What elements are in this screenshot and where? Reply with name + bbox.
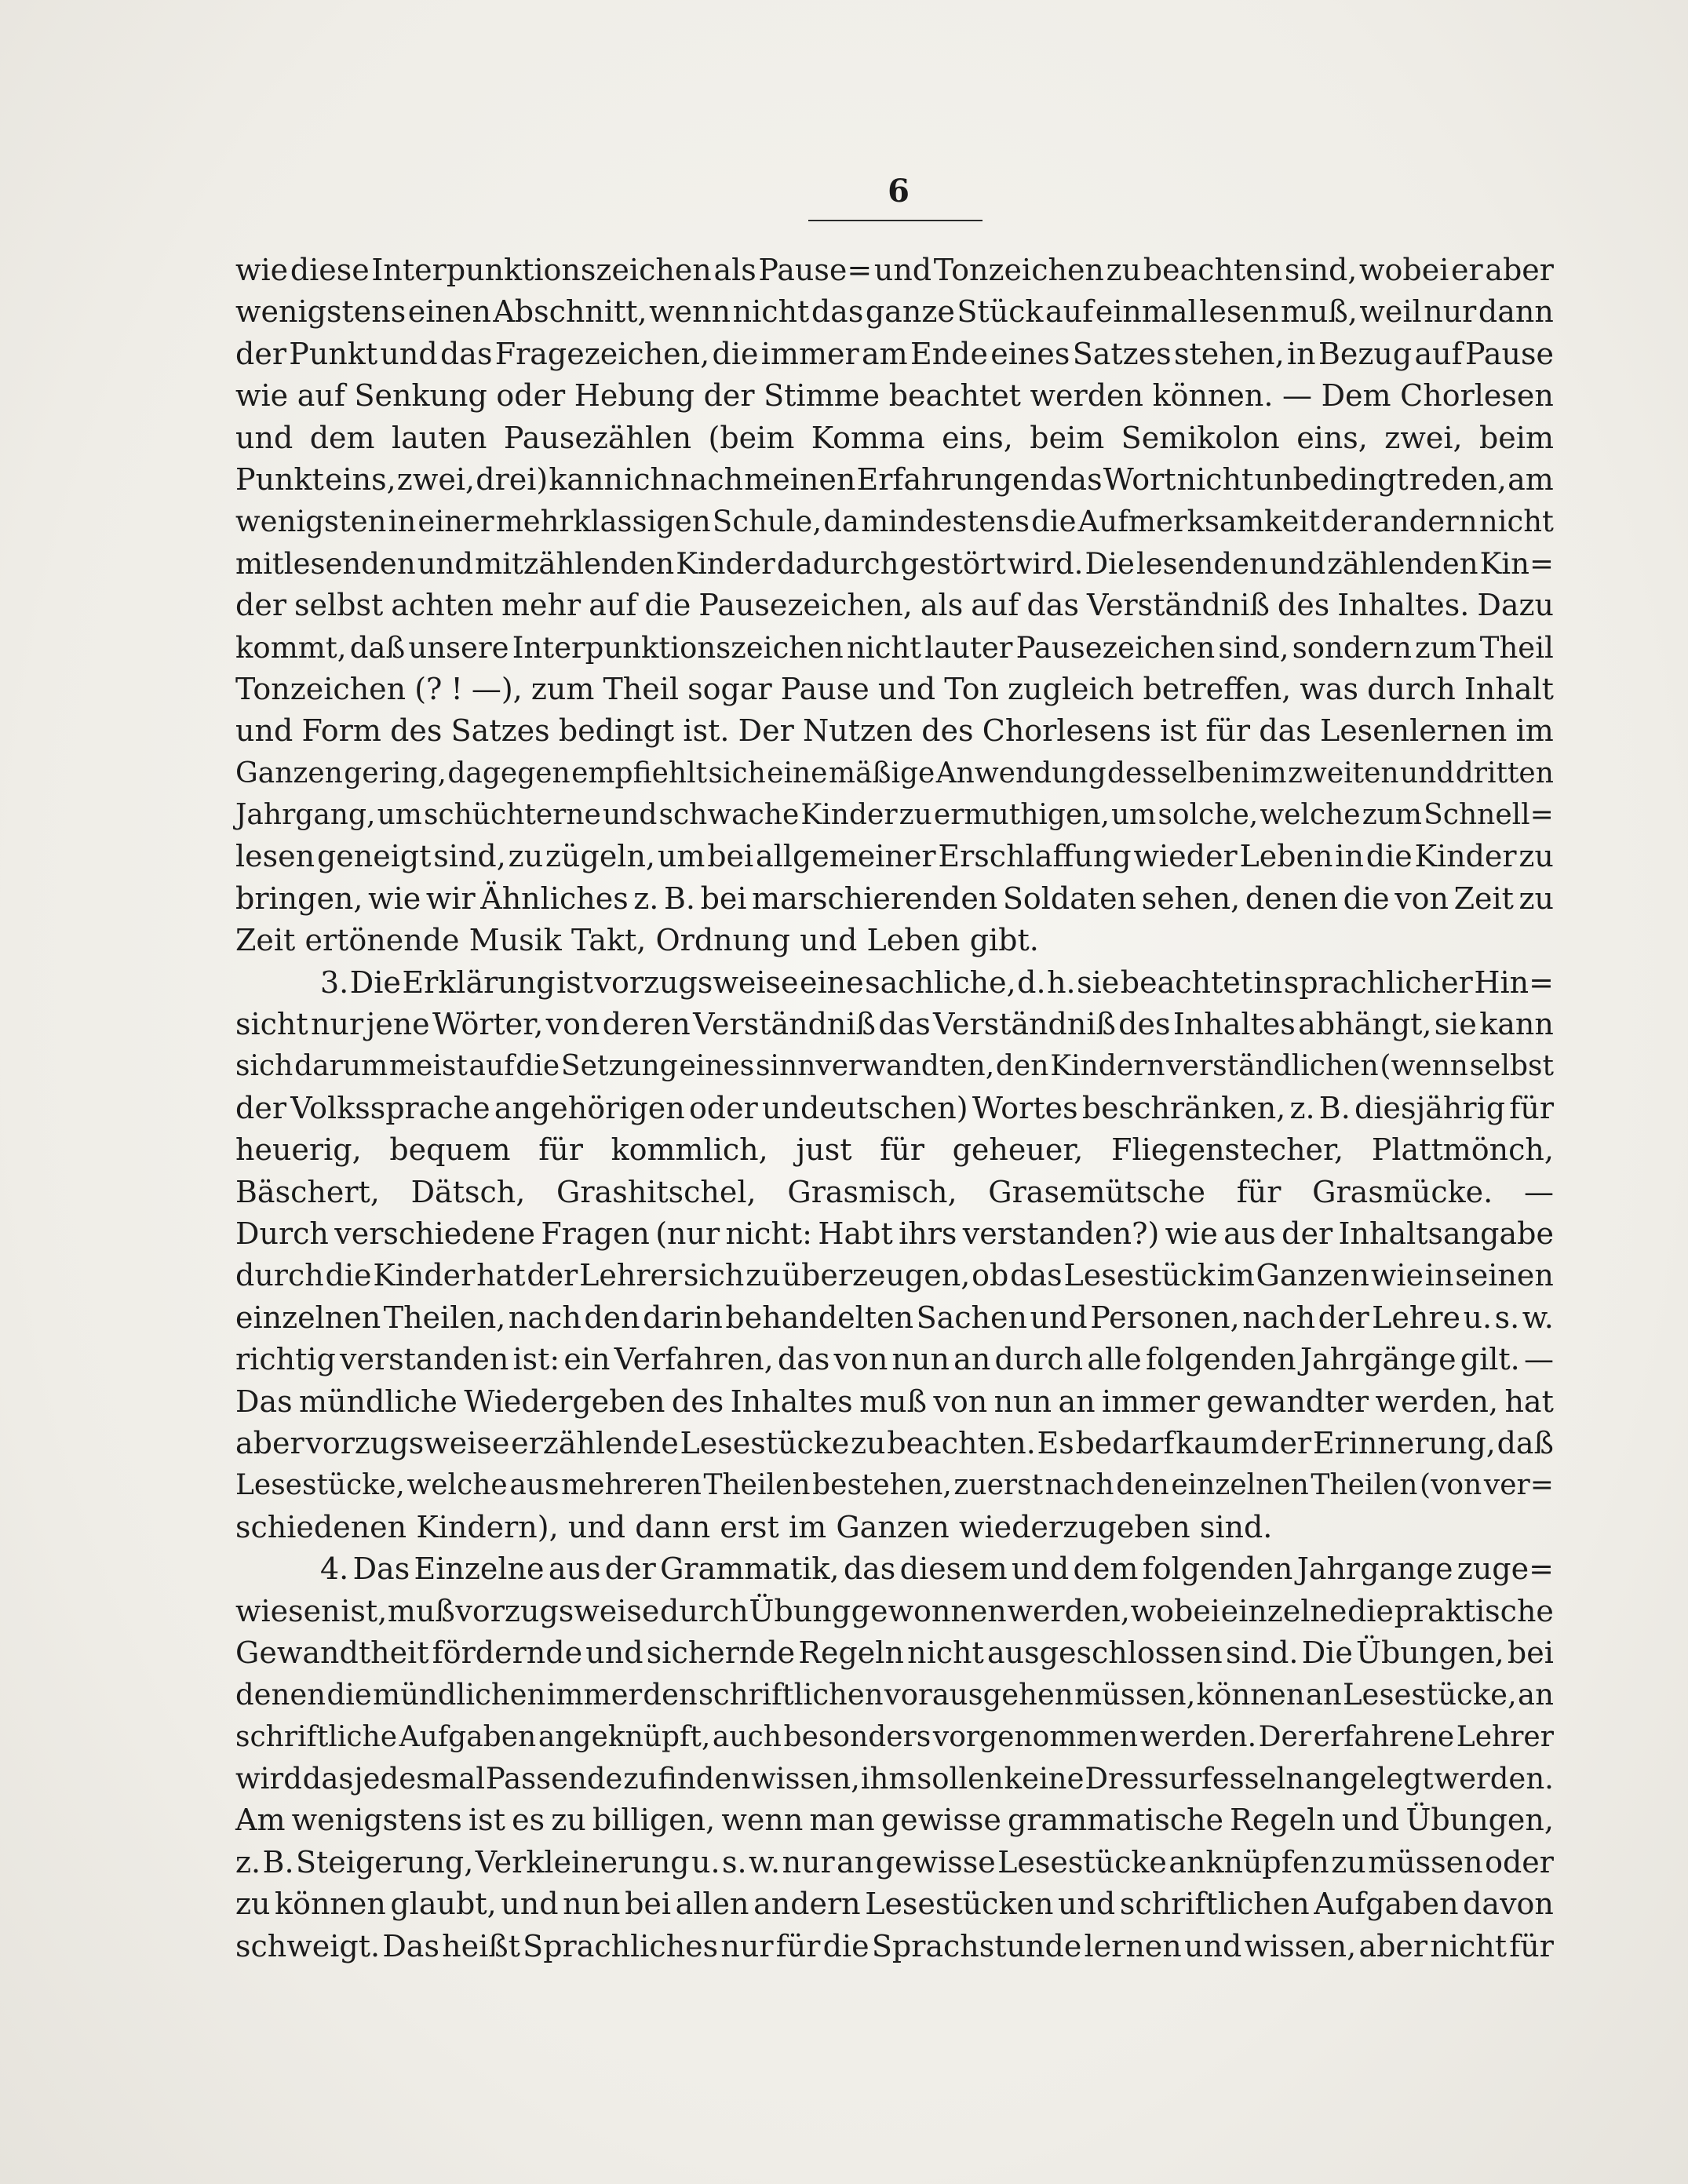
text-line: wird das jedesmal Passende zu finden wissen, ihm sollen keine Dressurfesseln angelegt werden.	[235, 1762, 1554, 1796]
text-line: Jahrgang, um schüchterne und schwache Kinder zu ermuthigen, um solche, welche zum Schnell=	[235, 799, 1554, 832]
text-line: 3. Die Erklärung ist vorzugsweise eine sachliche, d. h. sie beachtet in sprachlicher Hin=	[320, 964, 1554, 1000]
text-line: wie auf Senkung oder Hebung der Stimme beachtet werden können. — Dem Chorlesen	[235, 378, 1554, 414]
text-line: heuerig, bequem für kommlich, just für geheuer, Fliegenstecher, Plattmönch,	[235, 1132, 1554, 1168]
text-line: und Form des Satzes bedingt ist. Der Nutzen des Chorlesens ist für das Lesenlernen im	[235, 713, 1554, 749]
text-line: der selbst achten mehr auf die Pausezeichen, als auf das Verständniß des Inhaltes. Dazu	[235, 588, 1554, 623]
text-line: Tonzeichen (? ! —), zum Theil sogar Pause und Ton zugleich betreffen, was durch Inhalt	[235, 671, 1554, 706]
text-line: z. B. Steigerung, Verkleinerung u. s. w. nur an gewisse Lesestücke anknüpfen zu müssen oder	[235, 1844, 1554, 1880]
text-line: denen die mündlichen immer den schriftlichen vorausgehen müssen, können an Lesestücke, an	[235, 1678, 1554, 1712]
text-line: lesen geneigt sind, zu zügeln, um bei allgemeiner Erschlaffung wieder Leben in die Kinder zu	[235, 839, 1554, 874]
header-rule	[808, 220, 983, 221]
text-line: schriftliche Aufgaben angeknüpft, auch besonders vorgenommen werden. Der erfahrene Lehrer	[235, 1720, 1554, 1753]
text-line: schiedenen Kindern), und dann erst im Ganzen wiederzugeben sind.	[235, 1509, 1273, 1544]
text-line: sich darum meist auf die Setzung eines sinnverwandten, den Kindern verständlichen (wenn selbst	[235, 1050, 1554, 1083]
text-line: schweigt. Das heißt Sprachliches nur für die Sprachstunde lernen und wissen, aber nicht für	[235, 1928, 1554, 1963]
text-line: Am wenigstens ist es zu billigen, wenn man gewisse grammatische Regeln und Übungen,	[235, 1803, 1554, 1838]
text-line: Gewandtheit fördernde und sichernde Regeln nicht ausgeschlossen sind. Die Übungen, bei	[235, 1635, 1554, 1670]
text-line: wie diese Interpunktionszeichen als Pause= und Tonzeichen zu beachten sind, wobei er aber	[235, 253, 1554, 287]
text-line: Zeit ertönende Musik Takt, Ordnung und Leben gibt.	[235, 923, 1039, 958]
text-line: 4. Das Einzelne aus der Grammatik, das diesem und dem folgenden Jahrgange zuge=	[320, 1551, 1554, 1587]
text-line: Lesestücke, welche aus mehreren Theilen bestehen, zuerst nach den einzelnen Theilen (von ver=	[235, 1469, 1554, 1502]
text-line: Punkt eins, zwei, drei) kann ich nach meinen Erfahrungen das Wort nicht unbedingt reden, am	[235, 461, 1554, 497]
text-line: bringen, wie wir Ähnliches z. B. bei marschierenden Soldaten sehen, denen die von Zeit zu	[235, 881, 1554, 916]
text-line: Das mündliche Wiedergeben des Inhaltes muß von nun an immer gewandter werden, hat	[235, 1384, 1554, 1419]
text-line: zu können glaubt, und nun bei allen andern Lesestücken und schriftlichen Aufgaben davon	[235, 1887, 1554, 1922]
text-line: aber vorzugsweise erzählende Lesestücke zu beachten. Es bedarf kaum der Erinnerung, daß	[235, 1425, 1554, 1460]
body-text	[235, 250, 1554, 1967]
text-line: sicht nur jene Wörter, von deren Verständniß das Verständniß des Inhaltes abhängt, sie kann	[235, 1007, 1554, 1042]
text-line: Bäschert, Dätsch, Grashitschel, Grasmisch, Grasemütsche für Grasmücke. —	[235, 1174, 1554, 1209]
text-line: Ganzen gering, dagegen empfiehlt sich eine mäßige Anwendung desselben im zweiten und dritten	[235, 757, 1554, 789]
text-line: durch die Kinder hat der Lehrer sich zu überzeugen, ob das Lesestück im Ganzen wie in seinen	[235, 1258, 1554, 1293]
text-line: der Punkt und das Fragezeichen, die immer am Ende eines Satzes stehen, in Bezug auf Pause	[235, 336, 1554, 371]
text-line: wiesen ist, muß vorzugsweise durch Übung gewonnen werden, wobei einzelne die praktische	[235, 1593, 1554, 1628]
text-line: kommt, daß unsere Interpunktionszeichen nicht lauter Pausezeichen sind, sondern zum Theil	[235, 630, 1554, 665]
text-line: einzelnen Theilen, nach den darin behandelten Sachen und Personen, nach der Lehre u. s. w.	[235, 1300, 1554, 1335]
text-line: und dem lauten Pausezählen (beim Komma eins, beim Semikolon eins, zwei, beim	[235, 420, 1554, 455]
text-line: mitlesenden und mitzählenden Kinder dadurch gestört wird. Die lesenden und zählenden Kin=	[235, 546, 1554, 581]
text-line: richtig verstanden ist: ein Verfahren, das von nun an durch alle folgenden Jahrgänge gilt. —	[235, 1342, 1554, 1377]
text-line: der Volkssprache angehörigen oder undeutschen) Wortes beschränken, z. B. diesjährig für	[235, 1090, 1554, 1125]
page-number: 6	[888, 173, 910, 210]
text-line: wenigsten in einer mehrklassigen Schule, da mindestens die Aufmerksamkeit der andern nicht	[235, 505, 1554, 539]
text-line: Durch verschiedene Fragen (nur nicht: Habt ihrs verstanden?) wie aus der Inhaltsangabe	[235, 1216, 1554, 1251]
text-line: wenigstens einen Abschnitt, wenn nicht das ganze Stück auf einmal lesen muß, weil nur dann	[235, 294, 1554, 330]
